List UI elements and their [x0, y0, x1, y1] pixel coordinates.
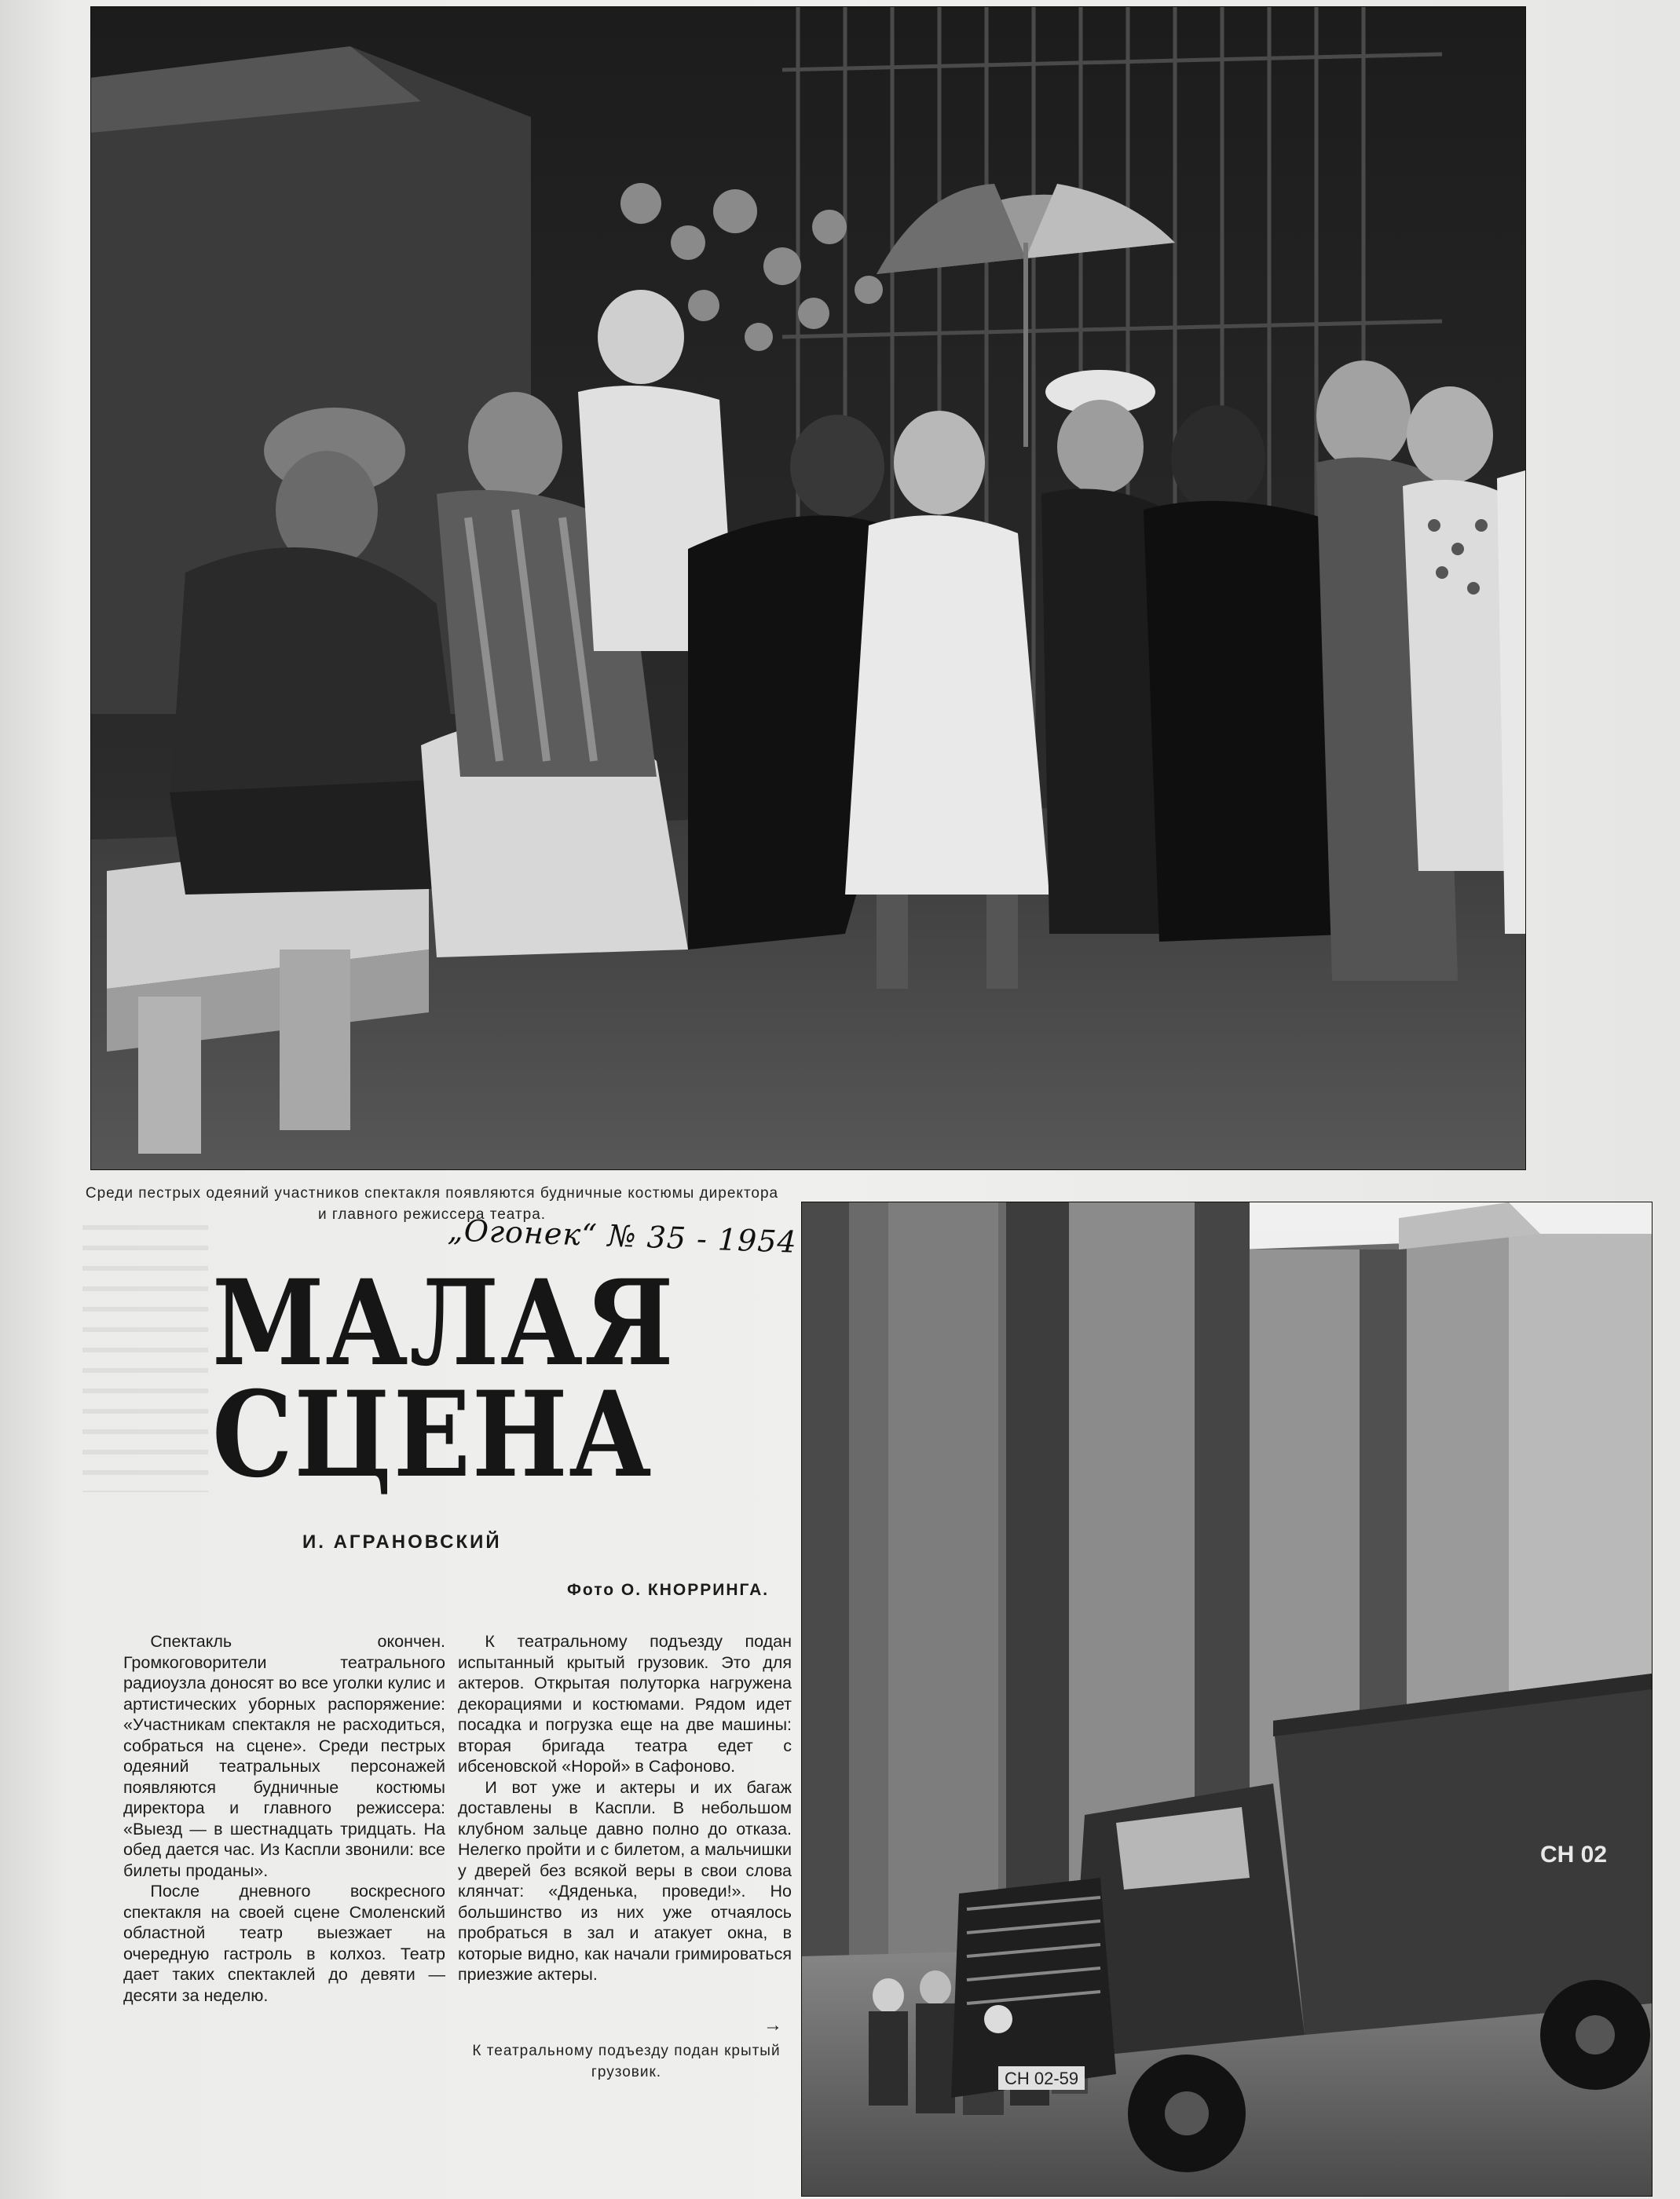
bleed-through-text — [82, 1225, 208, 1492]
text-column-1 — [123, 1631, 445, 2006]
theatre-truck-illustration — [802, 1202, 1652, 2196]
bottom-photo-caption: К театральному подъезду подан крытый грузовик. — [472, 2043, 781, 2080]
paragraph: Спектакль окончен. Громкоговорители театрального радиоузла доносят во все уголки кулис и артистических уборных распоряжение: «Участникам спектакля не расходиться, собраться на сцене». Среди пестрых одеяний театральных персонажей появляются будничные костюмы директора и главного режиссера: «Выезд — в шестнадцать тридцать. На обед дается час. Из Каспли звонили: все билеты проданы». — [123, 1632, 445, 1880]
truck-side-label: СН 02 — [1540, 1842, 1608, 1868]
article-title-line2: СЦЕНА — [212, 1366, 653, 1504]
bottom-photo-theatre-truck — [801, 1202, 1653, 2197]
paragraph: К театральному подъезду подан испытанный крытый грузовик. Это для актеров. Открытая полуторка нагружена декорациями и костюмами. Рядом идет посадка и погрузка еще на две машины: вторая бригада театра едет с ибсеновской «Норой» в Сафоново. — [458, 1632, 792, 1776]
handwritten-issue-note: „Огонек“ № 35 - 1954 — [447, 1213, 798, 1260]
paragraph: И вот уже и актеры и их багаж доставлены в Каспли. В небольшом клубном зальце давно полно до отказа. Нелегко пройти и с билетом, а мальчишки у дверей без всякой веры в свои слова клянчат: «Дяденька, проведи!». Но большинство из них уже отчаялось пробраться в зал и атакует окна, в которые видно, как начали гримироваться приезжие актеры. — [458, 1777, 792, 1984]
text-column-2 — [458, 1631, 792, 1985]
truck-plate: СН 02-59 — [1005, 2069, 1079, 2088]
top-photo-caption: Среди пестрых одеяний участников спектакля появляются будничные костюмы директора и главного режиссера театра. — [85, 1185, 779, 1223]
continue-arrow-icon: → — [763, 2014, 782, 2036]
photo-credit: Фото О. КНОРРИНГА. — [567, 1581, 770, 1599]
author-byline: И. АГРАНОВСКИЙ — [302, 1531, 502, 1553]
article-title-line1: МАЛАЯ — [212, 1254, 675, 1392]
top-photo-actors-on-stage — [90, 6, 1526, 1170]
stage-scene-illustration — [91, 7, 1525, 1169]
paragraph: После дневного воскресного спектакля на своей сцене Смоленский областной театр выезжает на очередную гастроль в колхоз. Театр дает таких спектаклей до девяти — десяти за неделю. — [123, 1882, 445, 2005]
